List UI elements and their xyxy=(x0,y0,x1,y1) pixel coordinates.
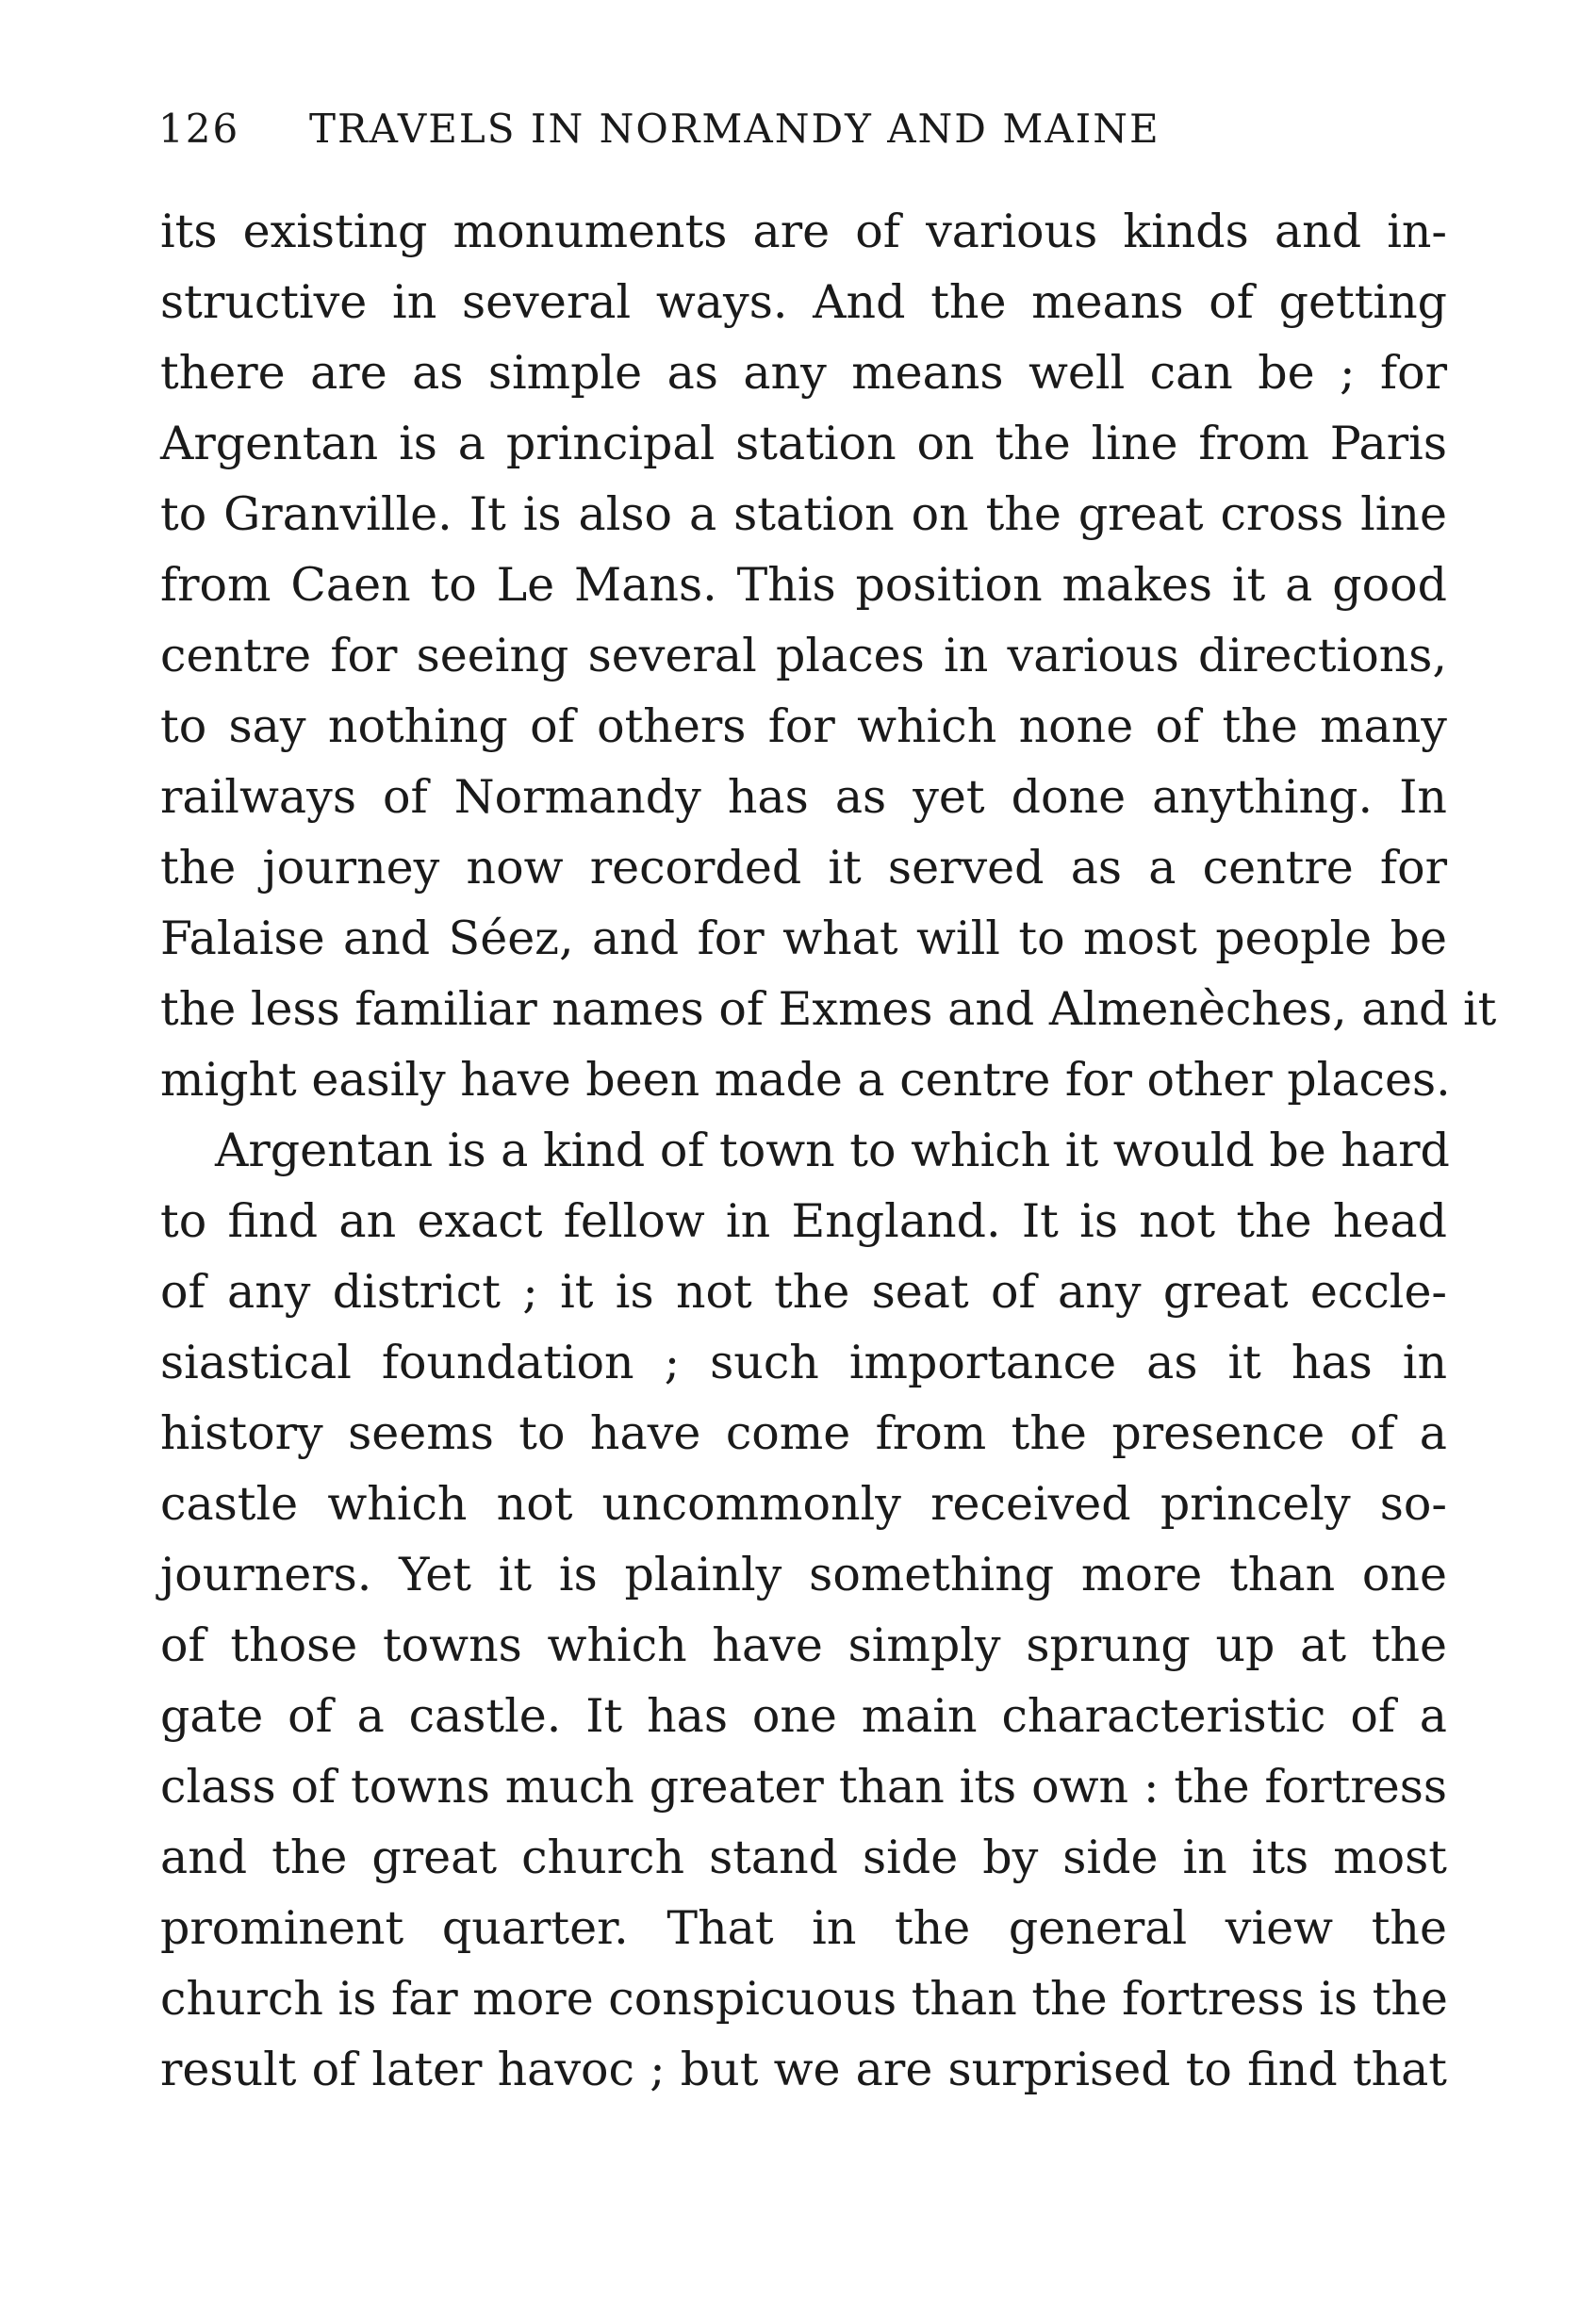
text-line: castle which not uncommonly received princely so- xyxy=(160,1477,1447,1531)
text-line: railways of Normandy has as yet done anything. In xyxy=(160,770,1447,824)
text-line: to say nothing of others for which none of the many xyxy=(160,699,1447,753)
text-line: structive in several ways. And the means of getting xyxy=(160,275,1447,329)
text-line: from Caen to Le Mans. This position makes it a good xyxy=(160,558,1447,612)
book-title: TRAVELS IN NORMANDY AND MAINE xyxy=(309,106,1160,152)
text-line: its existing monuments are of various kinds and in- xyxy=(160,205,1447,258)
text-line: prominent quarter. That in the general view the xyxy=(160,1901,1447,1955)
text-line: centre for seeing several places in various directions, xyxy=(160,629,1447,682)
text-line: of any district ; it is not the seat of any great eccle- xyxy=(160,1265,1447,1319)
text-line: might easily have been made a centre for other places. xyxy=(160,1053,1451,1107)
text-line: result of later havoc ; but we are surprised to find that xyxy=(160,2043,1447,2096)
text-line: Argentan is a principal station on the line from Paris xyxy=(160,417,1447,470)
text-line: of those towns which have simply sprung up at the xyxy=(160,1618,1447,1672)
text-line: siastical foundation ; such importance as it has in xyxy=(160,1336,1447,1389)
text-line: there are as simple as any means well can be ; for xyxy=(160,346,1447,400)
text-line: and the great church stand side by side in its most xyxy=(160,1831,1447,1884)
text-line: history seems to have come from the presence of a xyxy=(160,1406,1447,1460)
page-number: 126 xyxy=(158,106,240,152)
text-line: to Granville. It is also a station on the great cross line xyxy=(160,487,1447,541)
text-line: journers. Yet it is plainly something more than one xyxy=(160,1548,1447,1601)
paragraph-1 xyxy=(160,196,1497,1115)
text-line: the journey now recorded it served as a centre for xyxy=(160,841,1447,895)
text-line: church is far more conspicuous than the fortress is the xyxy=(160,1972,1448,2026)
text-line: to find an exact fellow in England. It is not the head xyxy=(160,1194,1447,1248)
text-line: Falaise and Séez, and for what will to most people be xyxy=(160,911,1447,965)
text-line: Argentan is a kind of town to which it would be hard xyxy=(215,1124,1450,1177)
text-line: the less familiar names of Exmes and Almenèches, and it xyxy=(160,982,1497,1036)
paragraph-2 xyxy=(160,1115,1450,2105)
text-line: class of towns much greater than its own : the fortress xyxy=(160,1760,1447,1814)
running-head xyxy=(158,106,1290,162)
body-text xyxy=(160,196,1497,2105)
text-line: gate of a castle. It has one main characteristic of a xyxy=(160,1689,1447,1743)
